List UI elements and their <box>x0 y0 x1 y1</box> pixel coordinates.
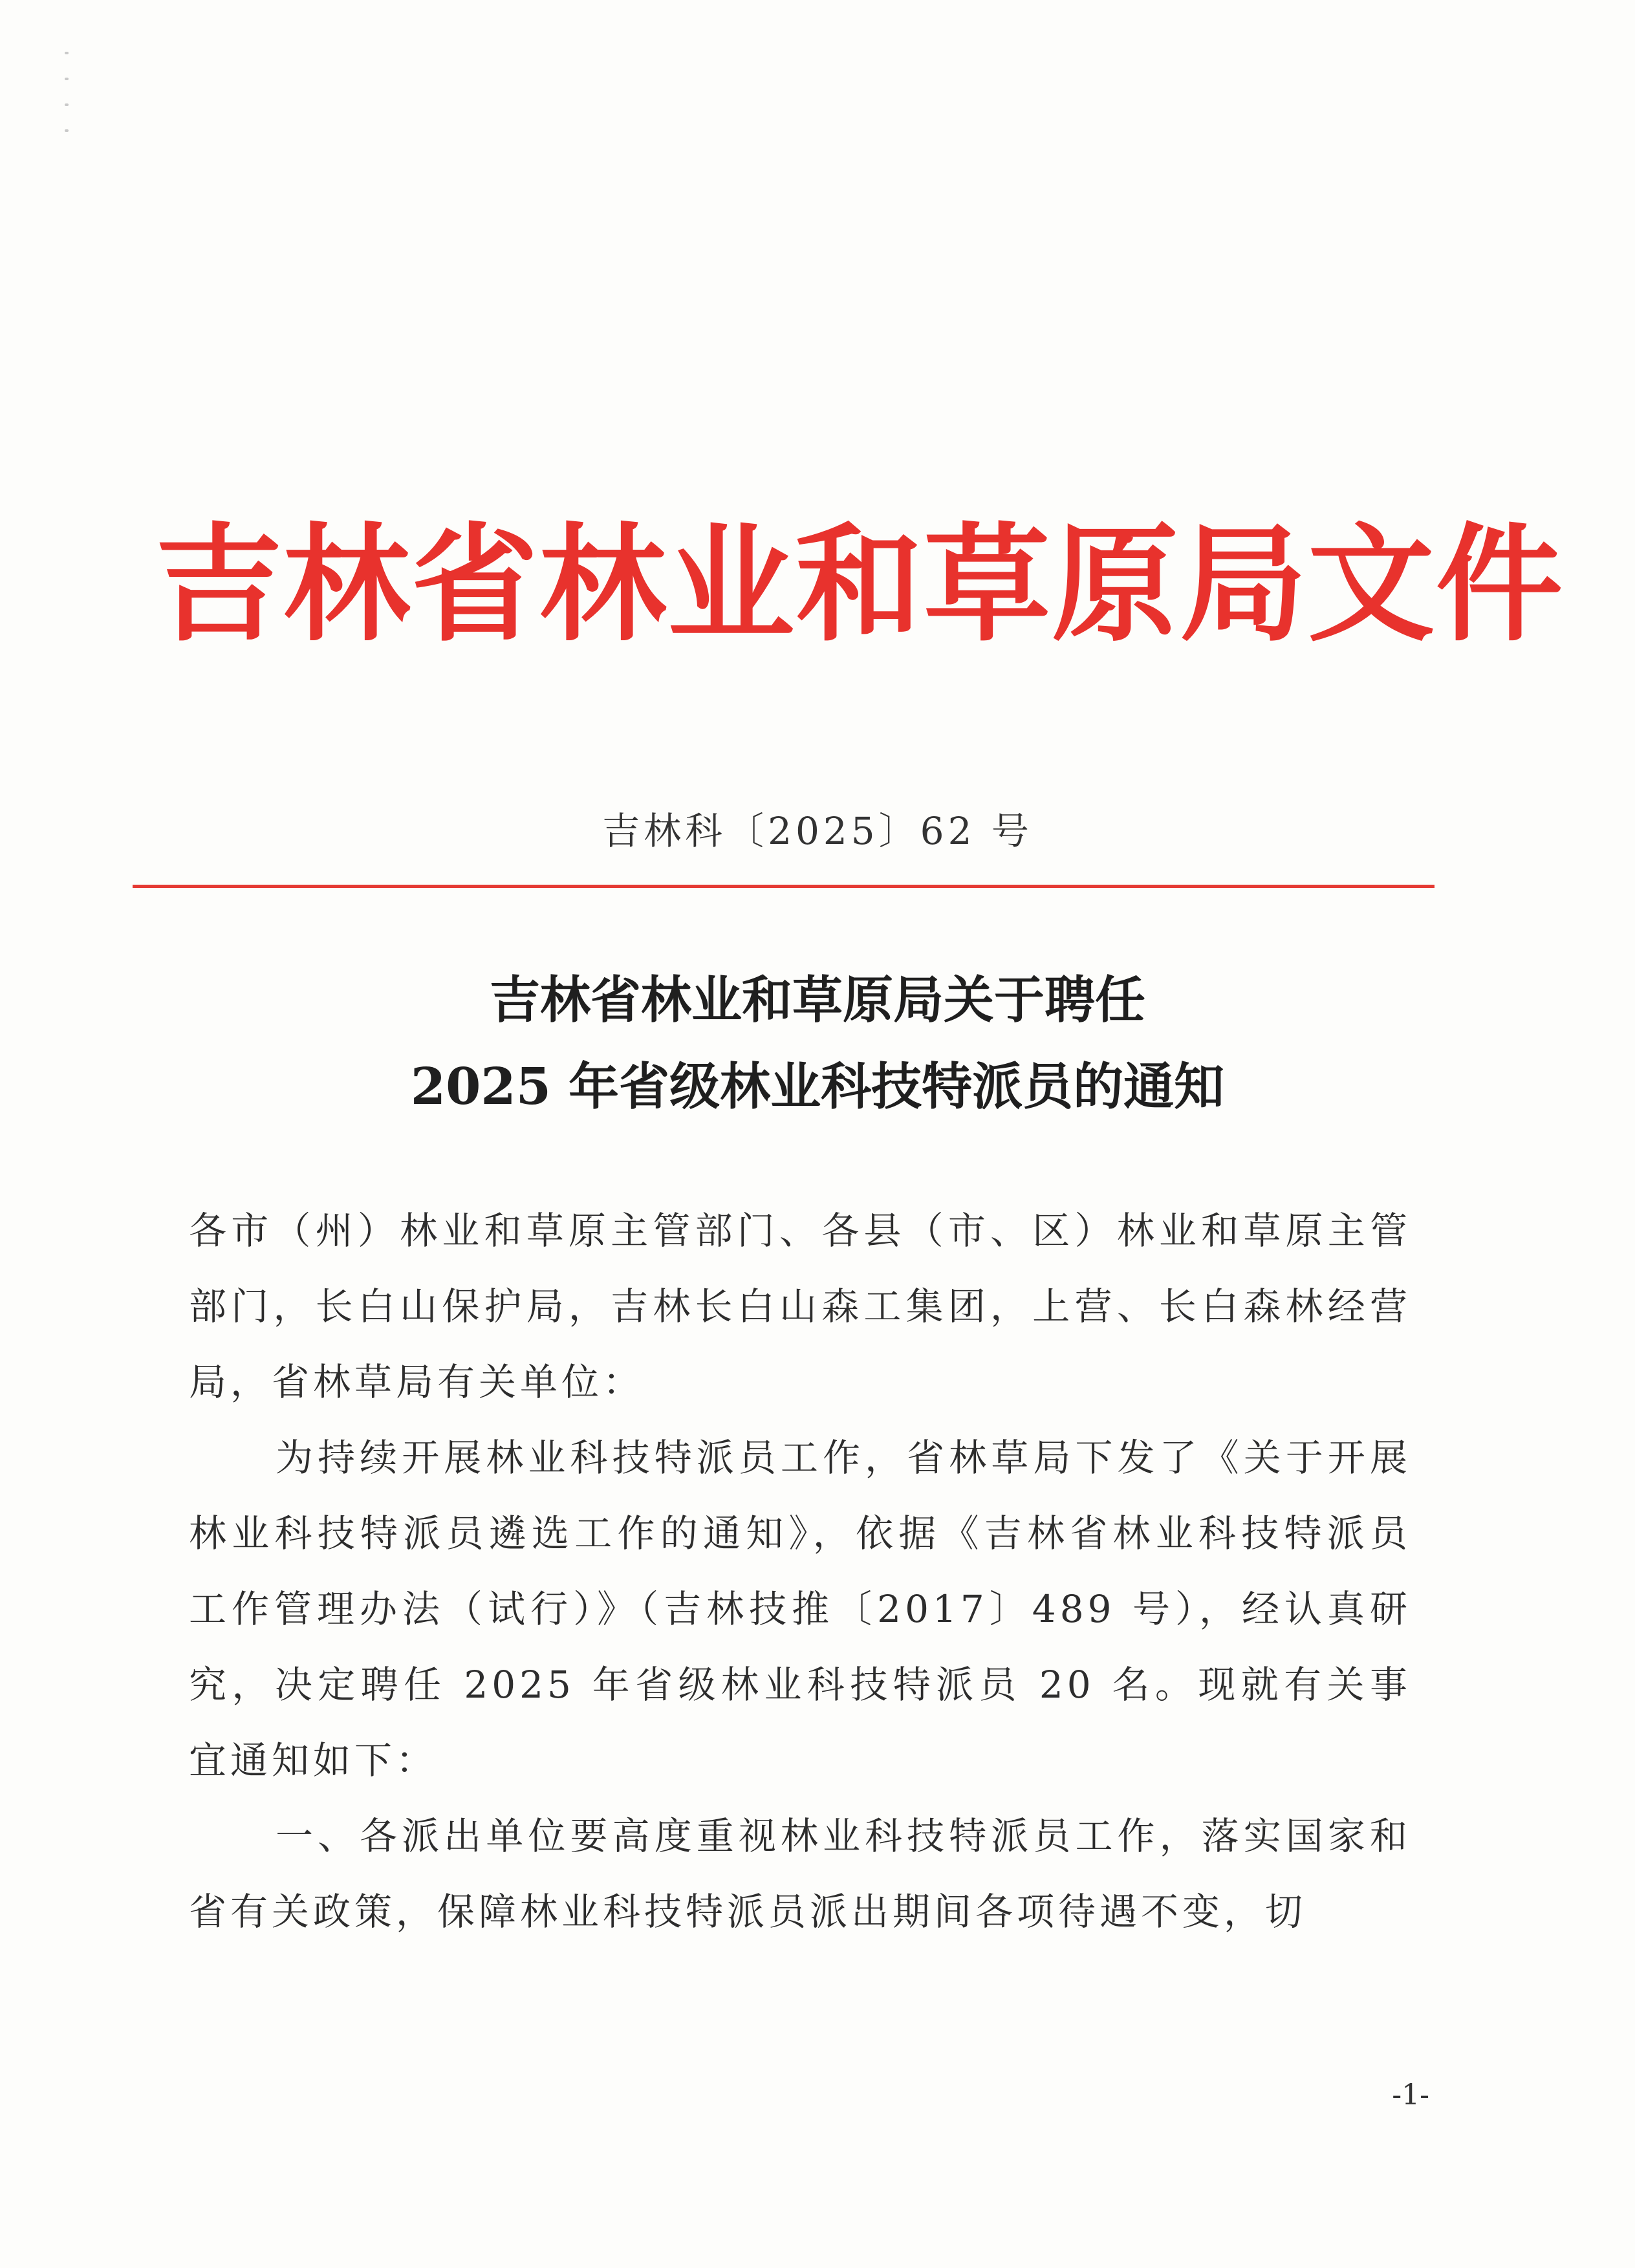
recipients-paragraph: 各市（州）林业和草原主管部门、各县（市、区）林业和草原主管部门，长白山保护局，吉林长白山森工集团，上营、长白森林经营局，省林草局有关单位： <box>189 1209 1411 1404</box>
document-number: 吉林科〔2025〕62 号 <box>602 809 1033 853</box>
body-paragraph: 为持续开展林业科技特派员工作，省林草局下发了《关于开展林业科技特派员遴选工作的通知》，依据《吉林省林业科技特派员工作管理办法（试行）》（吉林技推〔2017〕489 号），经认真研究，决定聘任 2025 年省级林业科技特派员 20 名。现就有关事宜通知如下： <box>189 1436 1411 1782</box>
document-body <box>189 1193 1411 1950</box>
red-separator-line <box>133 885 1435 888</box>
notice-title-line-1: 吉林省林业和草原局关于聘任 <box>489 971 1145 1030</box>
notice-title-line-2: 2025 年省级林业科技特派员的通知 <box>410 1057 1225 1116</box>
notice-title <box>0 957 1635 1130</box>
organization-header: 吉林省林业和草原局文件 <box>155 512 1565 659</box>
page-number: -1- <box>1392 2079 1429 2111</box>
scan-artifact-marks <box>65 52 78 155</box>
body-paragraph: 一、各派出单位要高度重视林业科技特派员工作，落实国家和省有关政策，保障林业科技特派员派出期间各项待遇不变，切 <box>189 1814 1411 1934</box>
